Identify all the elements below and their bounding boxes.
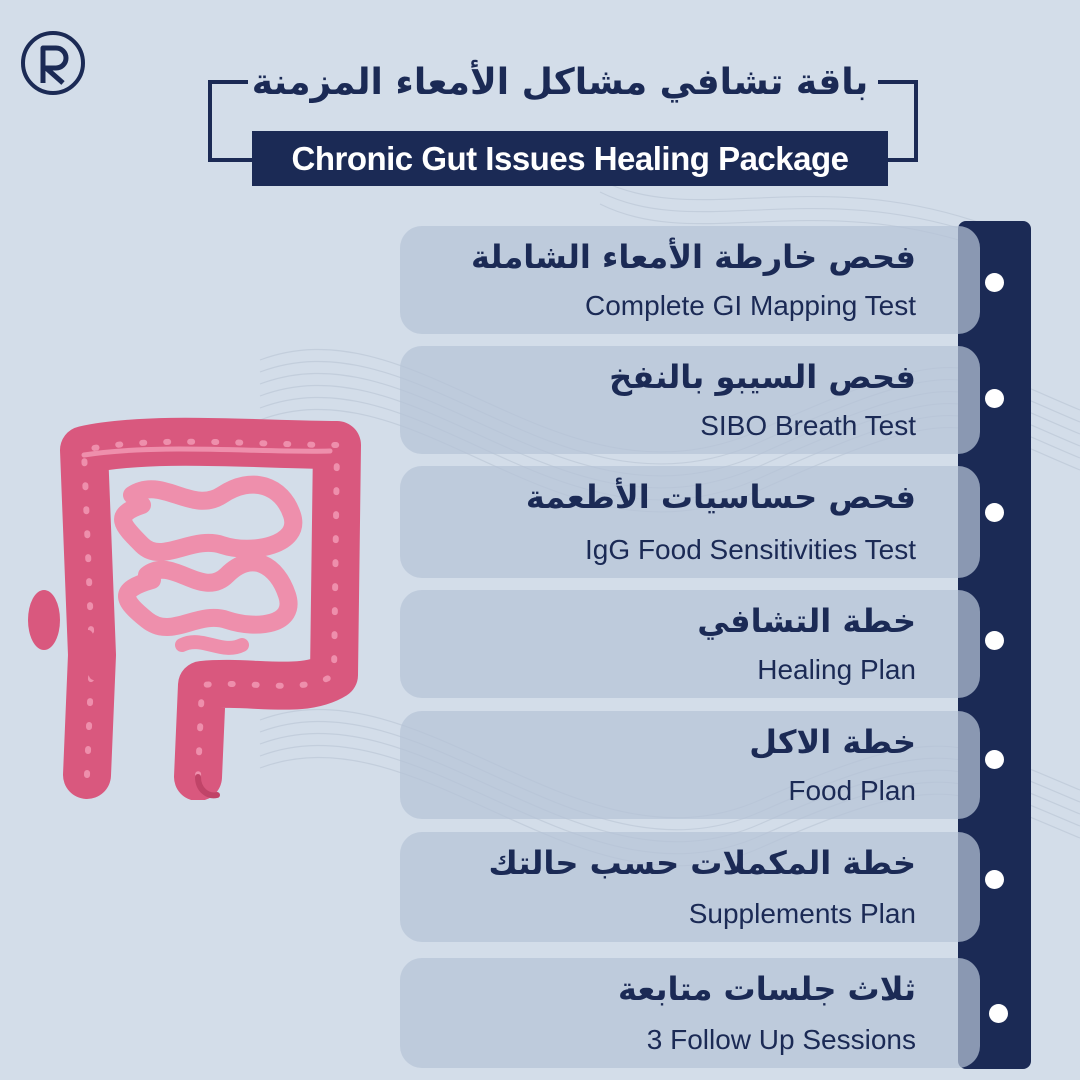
item-title-arabic: ثلاث جلسات متابعة <box>618 970 916 1008</box>
package-item <box>400 346 980 454</box>
item-title-english: 3 Follow Up Sessions <box>646 1024 916 1055</box>
bullet-dot-icon <box>985 389 1004 408</box>
package-item <box>400 590 980 698</box>
package-item <box>400 226 980 334</box>
header-title-arabic: باقة تشافي مشاكل الأمعاء المزمنة <box>251 62 869 103</box>
header-title-english: Chronic Gut Issues Healing Package <box>252 131 888 186</box>
bullet-dot-icon <box>985 750 1004 769</box>
item-title-english: IgG Food Sensitivities Test <box>585 534 916 565</box>
intestines-icon <box>22 405 367 800</box>
bullet-dot-icon <box>989 1004 1008 1023</box>
item-title-arabic: فحص السيبو بالنفخ <box>609 358 916 396</box>
package-item <box>400 832 980 942</box>
item-title-english: Supplements Plan <box>688 898 916 929</box>
item-title-arabic: خطة المكملات حسب حالتك <box>488 844 916 882</box>
bullet-dot-icon <box>985 503 1004 522</box>
bullet-dot-icon <box>985 273 1004 292</box>
package-item <box>400 711 980 819</box>
item-title-english: SIBO Breath Test <box>700 410 916 441</box>
bullet-dot-icon <box>985 870 1004 889</box>
item-title-english: Complete GI Mapping Test <box>585 290 916 321</box>
item-title-english: Food Plan <box>788 775 916 806</box>
bullet-dot-icon <box>985 631 1004 650</box>
item-title-english: Healing Plan <box>757 654 916 685</box>
item-title-arabic: فحص خارطة الأمعاء الشاملة <box>470 238 916 276</box>
package-item <box>400 958 980 1068</box>
item-title-arabic: خطة التشافي <box>697 602 916 640</box>
item-title-arabic: خطة الاكل <box>749 723 916 761</box>
item-title-arabic: فحص حساسيات الأطعمة <box>525 478 916 516</box>
package-item <box>400 466 980 578</box>
